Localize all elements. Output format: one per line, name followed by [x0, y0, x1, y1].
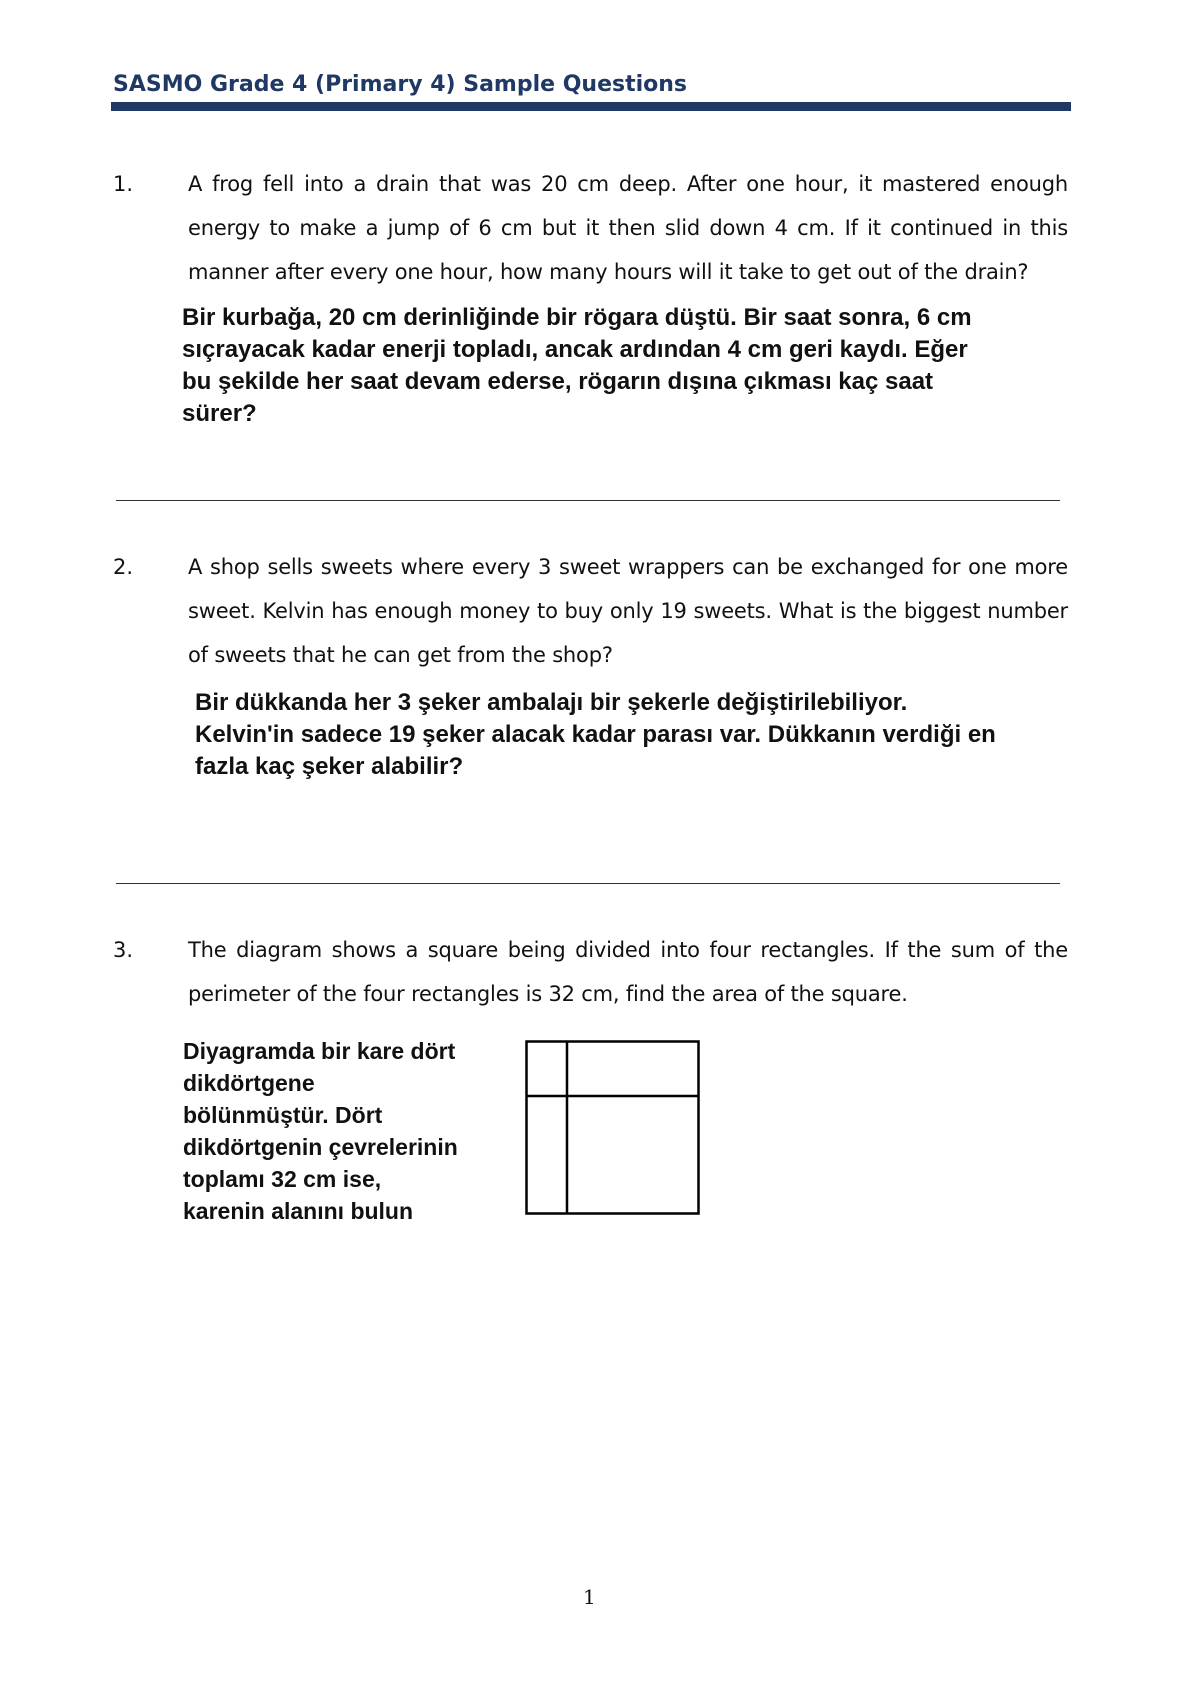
question-2-turkish-line: Kelvin'in sadece 19 şeker alacak kadar parası var. Dükkanın verdiği en [195, 721, 996, 748]
question-1-turkish-line: bu şekilde her saat devam ederse, rögarın dışına çıkması kaç saat [182, 368, 934, 395]
question-3-turkish-line: bölünmüştür. Dört [183, 1102, 383, 1128]
question-1-number: 1. [113, 172, 134, 196]
question-2-turkish-line: Bir dükkanda her 3 şeker ambalajı bir şekerle değiştirilebiliyor. [195, 689, 908, 716]
square-outline [527, 1042, 699, 1214]
question-2-turkish [195, 687, 996, 783]
page-title: SASMO Grade 4 (Primary 4) Sample Questions [113, 72, 688, 97]
question-1-turkish-line: Bir kurbağa, 20 cm derinliğinde bir rögara düştü. Bir saat sonra, 6 cm [182, 304, 972, 331]
question-3-turkish-line: karenin alanını bulun [183, 1198, 414, 1224]
question-1-english: A frog fell into a drain that was 20 cm deep. After one hour, it mastered enough energy to make a jump of 6 cm but it then slid down 4 cm. If it continued in this manner after every one hour, how many hours will it take to get out of the drain? [188, 172, 1068, 284]
header-divider [111, 102, 1071, 111]
answer-line-2 [116, 883, 1060, 884]
question-3-turkish-line: Diyagramda bir kare dört [183, 1038, 456, 1064]
question-3-number: 3. [113, 938, 134, 962]
question-3-turkish-line: toplamı 32 cm ise, [183, 1166, 382, 1192]
question-1-turkish-line: sürer? [182, 400, 257, 427]
question-3-turkish-line: dikdörtgenin çevrelerinin [183, 1134, 458, 1160]
question-3-english: The diagram shows a square being divided into four rectangles. If the sum of the perimeter of the four rectangles is 32 cm, find the area of the square. [188, 938, 1068, 1006]
question-1-turkish-line: sıçrayacak kadar enerji topladı, ancak ardından 4 cm geri kaydı. Eğer [182, 336, 968, 363]
page-number: 1 [583, 1585, 596, 1609]
question-2-number: 2. [113, 555, 134, 579]
square-diagram [525, 1040, 701, 1218]
answer-line-1 [116, 500, 1060, 501]
question-2-turkish-line: fazla kaç şeker alabilir? [195, 753, 464, 780]
question-3-turkish-line: dikdörtgene [183, 1070, 315, 1096]
question-2-english: A shop sells sweets where every 3 sweet wrappers can be exchanged for one more sweet. Kelvin has enough money to buy only 19 sweets. What is the biggest number of sweets that he can get from the shop? [188, 555, 1068, 667]
question-1-turkish [182, 302, 972, 430]
question-3-turkish [183, 1035, 458, 1227]
